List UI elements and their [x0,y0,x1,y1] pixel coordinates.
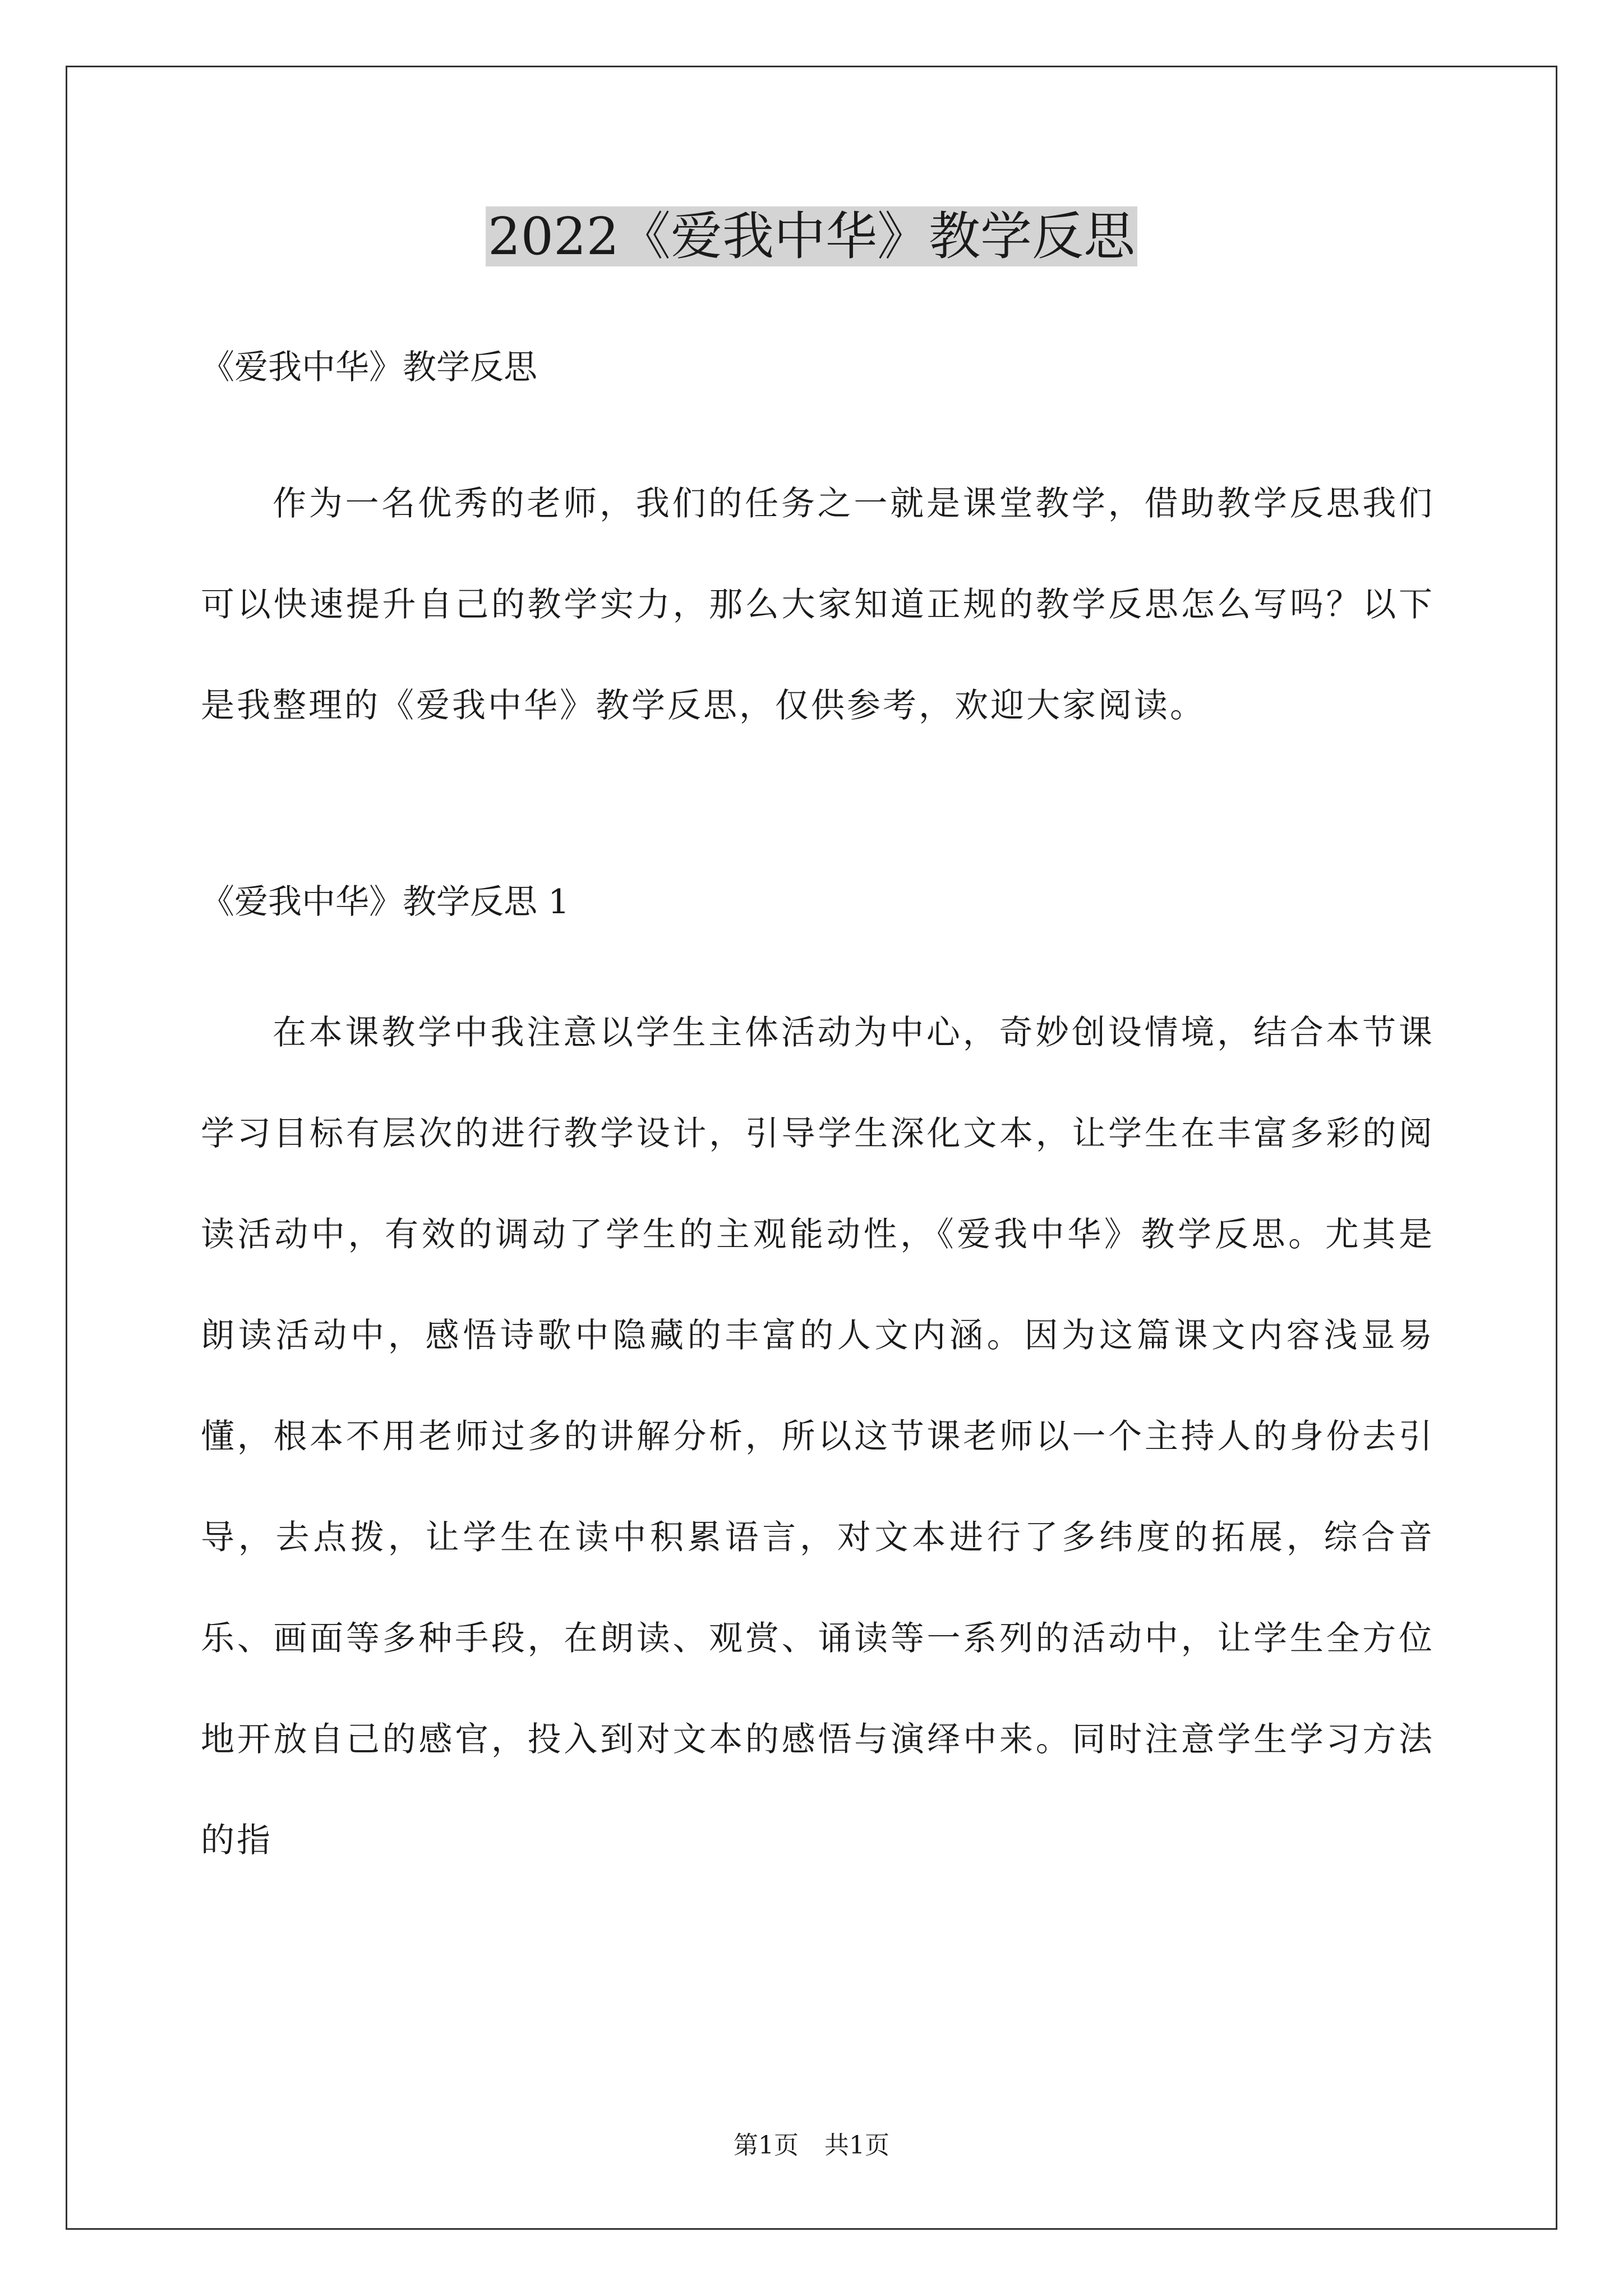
subtitle-heading: 《爱我中华》教学反思 [201,348,537,387]
document-title [0,200,1623,273]
spacer [201,756,1435,877]
document-body [201,342,1435,1891]
document-title-text: 2022《爱我中华》教学反思 [486,206,1137,266]
spacer [201,393,1435,453]
section-heading-1: 《爱我中华》教学反思 1 [201,882,570,922]
intro-paragraph: 作为一名优秀的老师，我们的任务之一就是课堂教学，借助教学反思我们可以快速提升自己的教学实力，那么大家知道正规的教学反思怎么写吗？以下是我整理的《爱我中华》教学反思，仅供参考，欢迎大家阅读。 [201,484,1435,725]
section-1-paragraph: 在本课教学中我注意以学生主体活动为中心，奇妙创设情境，结合本节课学习目标有层次的进行教学设计，引导学生深化文本，让学生在丰富多彩的阅读活动中，有效的调动了学生的主观能动性，《爱我中华》教学反思。尤其是朗读活动中，感悟诗歌中隐藏的丰富的人文内涵。因为这篇课文内容浅显易懂，根本不用老师过多的讲解分析，所以这节课老师以一个主持人的身份去引导，去点拨，让学生在读中积累语言，对文本进行了多纬度的拓展，综合音乐、画面等多种手段，在朗读、观赏、诵读等一系列的活动中，让学生全方位地开放自己的感官，投入到对文本的感悟与演绎中来。同时注意学生学习方法的指 [201,1013,1435,1860]
page-number-total: 共1页 [824,2131,889,2160]
spacer [201,927,1435,982]
page-footer [0,2129,1623,2162]
page-number-current: 第1页 [734,2131,799,2160]
